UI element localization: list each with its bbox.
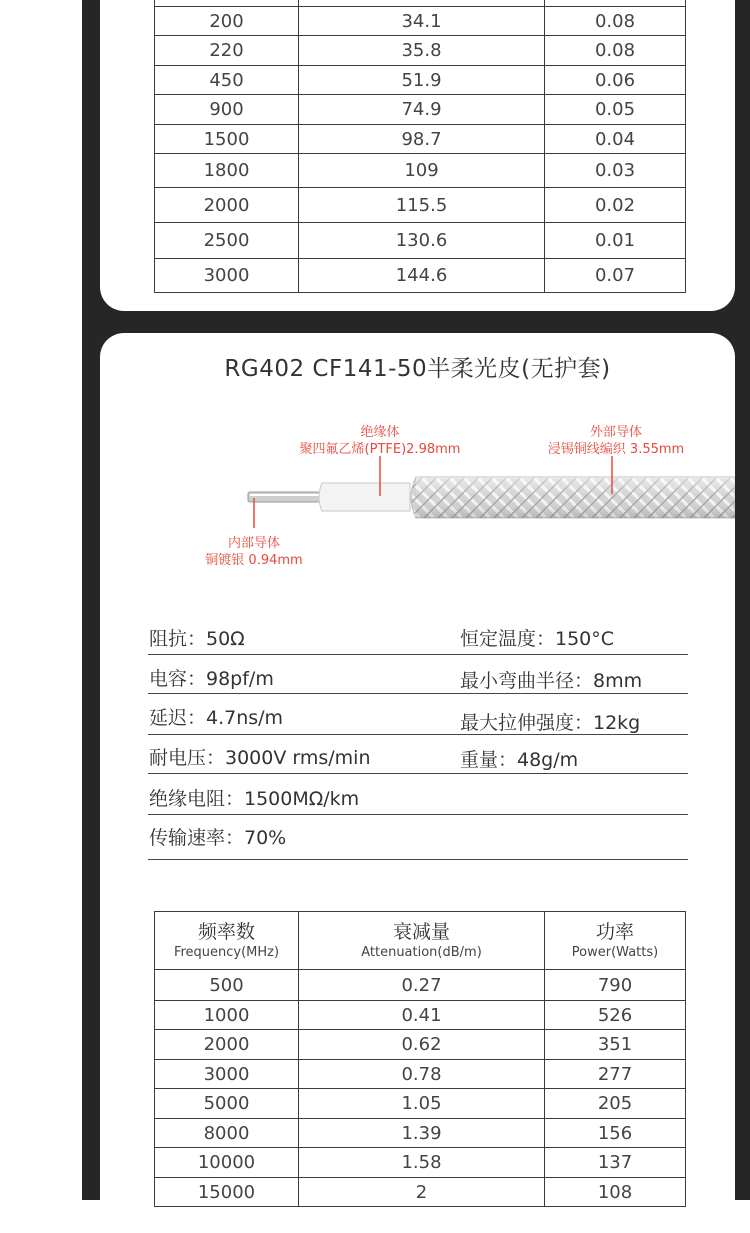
table-cell: 1800 <box>155 154 299 188</box>
insulator-label <box>284 424 476 458</box>
column-header-frequency <box>155 912 299 970</box>
property-divider <box>148 814 688 815</box>
table-row <box>155 223 686 259</box>
property-capacitance: 电容：98pf/m <box>149 668 274 690</box>
table-cell: 2500 <box>155 223 299 259</box>
table-cell: 5000 <box>155 1089 299 1119</box>
table-row <box>155 1060 686 1089</box>
table-cell: 0.41 <box>299 1001 545 1030</box>
property-delay: 延迟：4.7ns/m <box>149 707 284 729</box>
property-bend-radius: 最小弯曲半径：8mm <box>460 670 643 692</box>
table-cell: 0.27 <box>299 970 545 1001</box>
table-cell: 144.6 <box>299 259 545 293</box>
header-cn: 功率 <box>595 920 634 943</box>
table-cell: 0.07 <box>545 259 686 293</box>
table-cell: 130.6 <box>299 223 545 259</box>
property-velocity: 传输速率：70% <box>149 827 287 849</box>
table-cell: 790 <box>545 970 686 1001</box>
attenuation-table <box>154 911 686 1207</box>
table-row <box>155 1030 686 1060</box>
table-cell: 0.04 <box>545 125 686 154</box>
table-cell: 0.03 <box>545 154 686 188</box>
product-title: RG402 CF141-50半柔光皮(无护套) <box>224 356 611 382</box>
spec-table-top <box>154 0 686 293</box>
table-cell: 1500 <box>155 125 299 154</box>
table-cell: 0.08 <box>545 36 686 66</box>
header-en: Attenuation(dB/m) <box>361 944 482 960</box>
table-cell: 3000 <box>155 1060 299 1089</box>
property-divider <box>148 734 688 735</box>
property-divider <box>148 773 688 774</box>
table-cell: 205 <box>545 1089 686 1119</box>
table-cell: 8000 <box>155 1119 299 1148</box>
table-row <box>155 1119 686 1148</box>
insulator-name: 绝缘体 <box>360 425 400 440</box>
table-cell: 526 <box>545 1001 686 1030</box>
table-row <box>155 1178 686 1207</box>
table-row <box>155 259 686 293</box>
table-cell: 500 <box>155 970 299 1001</box>
property-temperature: 恒定温度：150°C <box>460 628 615 650</box>
table-cell: 137 <box>545 1148 686 1178</box>
property-weight: 重量：48g/m <box>460 749 579 771</box>
outer-conductor-name: 外部导体 <box>589 425 642 440</box>
table-cell: 2 <box>299 1178 545 1207</box>
column-header-power <box>545 912 686 970</box>
table-cell: 0.08 <box>545 7 686 36</box>
table-cell: 220 <box>155 36 299 66</box>
property-voltage: 耐电压：3000V rms/min <box>149 747 371 769</box>
inner-conductor-name: 内部导体 <box>227 536 280 551</box>
property-divider <box>148 693 688 694</box>
table-cell: 1.05 <box>299 1089 545 1119</box>
table-cell: 156 <box>545 1119 686 1148</box>
table-cell: 115.5 <box>299 188 545 223</box>
header-cn: 衰减量 <box>392 920 450 943</box>
insulator-spec: 聚四氟乙烯(PTFE)2.98mm <box>299 442 461 457</box>
header-cn: 频率数 <box>197 920 255 943</box>
table-cell: 0.06 <box>545 66 686 95</box>
table-cell: 109 <box>299 154 545 188</box>
property-tensile-strength: 最大拉伸强度：12kg <box>460 712 641 734</box>
table-cell: 98.7 <box>299 125 545 154</box>
header-en: Frequency(MHz) <box>173 944 280 960</box>
table-row <box>155 1089 686 1119</box>
table-row <box>155 188 686 223</box>
table-row <box>155 7 686 36</box>
table-cell: 10000 <box>155 1148 299 1178</box>
table-cell: 0.62 <box>299 1030 545 1060</box>
table-row <box>155 154 686 188</box>
outer-conductor-spec: 浸锡铜线编织 3.55mm <box>547 442 685 457</box>
table-cell: 1000 <box>155 1001 299 1030</box>
property-divider <box>148 654 688 655</box>
table-row <box>155 66 686 95</box>
table-cell: 277 <box>545 1060 686 1089</box>
property-impedance: 阻抗：50Ω <box>149 628 245 650</box>
table-cell: 108 <box>545 1178 686 1207</box>
table-row <box>155 1148 686 1178</box>
table-cell: 74.9 <box>299 95 545 125</box>
column-header-attenuation <box>299 912 545 970</box>
table-cell: 1.39 <box>299 1119 545 1148</box>
outer-conductor-label <box>536 424 696 458</box>
table-cell: 2000 <box>155 188 299 223</box>
table-row <box>155 95 686 125</box>
table-header-row <box>155 912 686 970</box>
table-row <box>155 970 686 1001</box>
table-cell: 35.8 <box>299 36 545 66</box>
table-cell: 200 <box>155 7 299 36</box>
table-cell: 1.58 <box>299 1148 545 1178</box>
property-divider <box>148 859 688 860</box>
table-row <box>155 36 686 66</box>
table-cell: 0.01 <box>545 223 686 259</box>
table-cell: 351 <box>545 1030 686 1060</box>
table-row <box>155 125 686 154</box>
table-cell: 0.02 <box>545 188 686 223</box>
table-cell: 3000 <box>155 259 299 293</box>
table-cell: 51.9 <box>299 66 545 95</box>
table-cell: 0.78 <box>299 1060 545 1089</box>
cable-diagram <box>100 380 735 600</box>
table-cell: 900 <box>155 95 299 125</box>
table-cell: 34.1 <box>299 7 545 36</box>
table-cell: 15000 <box>155 1178 299 1207</box>
inner-conductor-label <box>194 535 314 569</box>
table-row <box>155 1001 686 1030</box>
table-cell: 450 <box>155 66 299 95</box>
table-cell: 0.05 <box>545 95 686 125</box>
property-insulation-resistance: 绝缘电阻：1500MΩ/km <box>149 788 360 810</box>
header-en: Power(Watts) <box>571 944 659 960</box>
inner-conductor-spec: 铜镀银 0.94mm <box>205 553 303 568</box>
table-cell: 2000 <box>155 1030 299 1060</box>
